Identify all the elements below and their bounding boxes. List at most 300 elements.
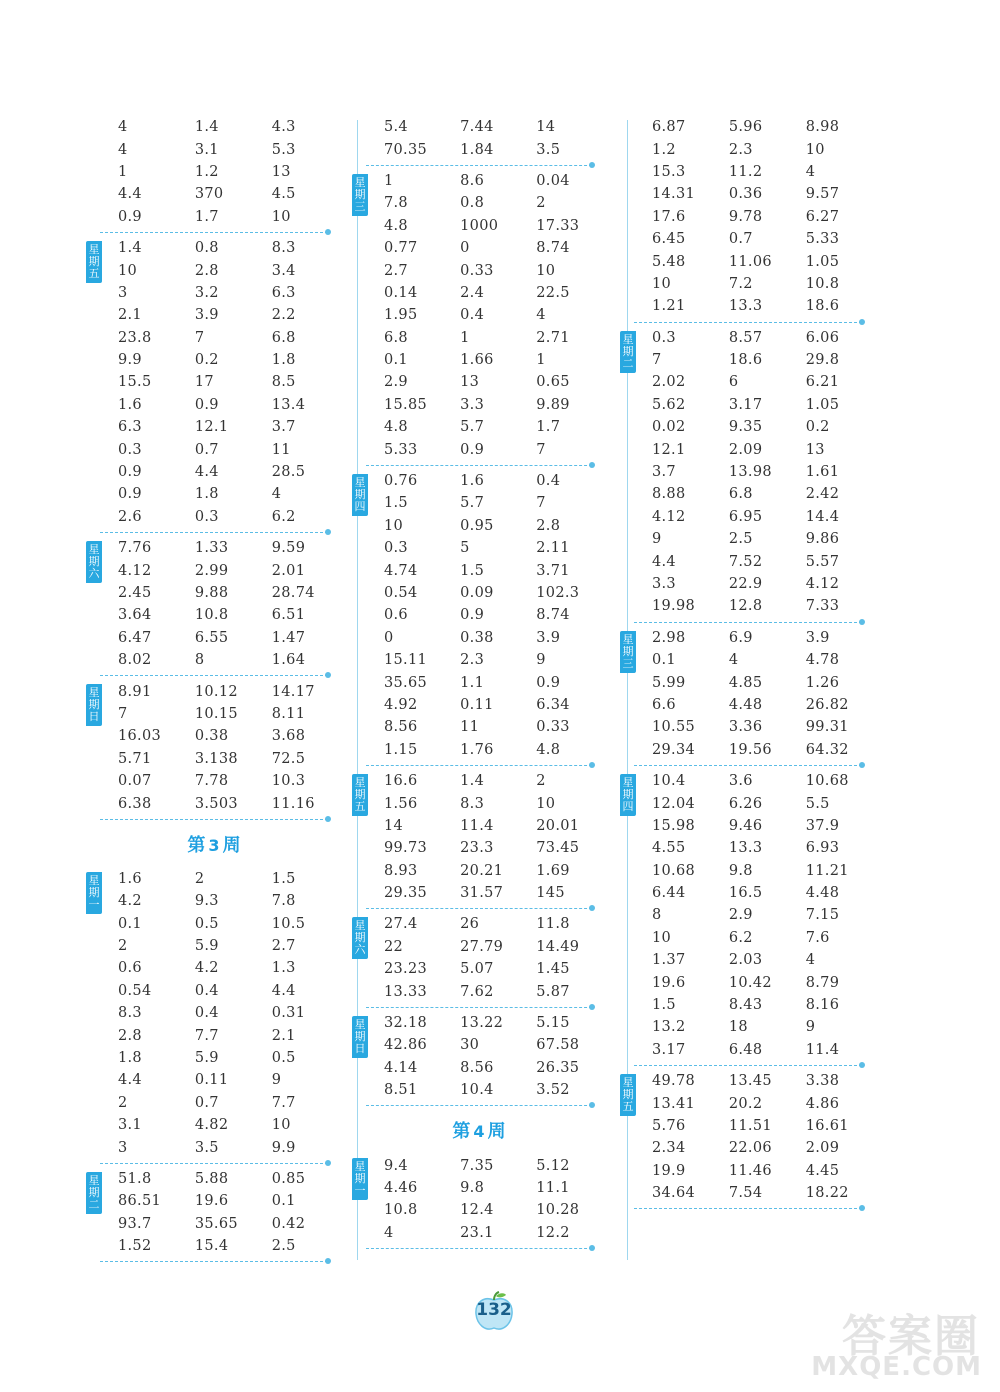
answer-row	[652, 1182, 862, 1204]
answer-value: 6.27	[805, 208, 840, 225]
answer-row	[118, 416, 328, 438]
answer-value: 0.14	[384, 284, 418, 301]
answer-value: 10.68	[652, 862, 696, 879]
answer-value: 15.11	[384, 652, 428, 669]
day-block	[622, 327, 862, 618]
answer-row	[118, 1235, 328, 1257]
answer-value: 4.74	[384, 562, 418, 579]
answer-value: 6.87	[652, 119, 686, 136]
answer-value: 9.59	[271, 540, 306, 557]
answer-value: 35.65	[384, 674, 428, 691]
answer-value: 13.3	[728, 840, 763, 857]
answer-value: 9.3	[194, 893, 219, 910]
answer-value: 13.4	[271, 396, 306, 413]
answer-value: 10.28	[536, 1202, 580, 1219]
day-block	[354, 770, 592, 904]
answer-row	[118, 1002, 328, 1024]
answer-row	[384, 716, 592, 738]
answer-row	[118, 237, 328, 259]
answer-value: 0.9	[536, 674, 561, 691]
answer-value: 6.6	[652, 696, 676, 713]
answer-row	[384, 913, 592, 935]
answer-row	[384, 559, 592, 581]
answer-value: 5.9	[194, 938, 219, 955]
answer-value: 12.4	[460, 1202, 494, 1219]
answer-column-1	[88, 116, 328, 1266]
answer-value: 1.4	[460, 773, 485, 790]
answer-value: 1.52	[118, 1238, 152, 1255]
answer-row	[384, 394, 592, 416]
answer-value: 5.71	[118, 750, 152, 767]
dashed-separator	[366, 765, 592, 766]
answer-value: 5.7	[460, 419, 485, 436]
answer-value: 51.8	[118, 1170, 152, 1187]
answer-value: 4.4	[652, 553, 676, 570]
answer-row	[384, 515, 592, 537]
answer-value: 0.3	[384, 540, 408, 557]
answer-value: 3.138	[194, 750, 238, 767]
answer-row	[384, 492, 592, 514]
answer-value: 3.9	[805, 629, 830, 646]
answer-value: 0.42	[271, 1215, 306, 1232]
answer-value: 15.98	[652, 817, 696, 834]
answer-value: 3.4	[271, 262, 296, 279]
answer-value: 9.8	[460, 1179, 485, 1196]
day-tag: 星期四	[352, 474, 368, 516]
answer-value: 4.82	[194, 1117, 229, 1134]
dashed-separator	[634, 1065, 862, 1066]
answer-value: 10.8	[805, 275, 840, 292]
answer-value: 29.35	[384, 885, 428, 902]
answer-value: 0.6	[118, 960, 142, 977]
answer-row	[118, 116, 328, 138]
answer-value: 1.26	[805, 674, 840, 691]
answer-row	[384, 1222, 592, 1244]
answer-value: 1.7	[536, 419, 561, 436]
answer-value: 9.57	[805, 186, 840, 203]
answer-row	[118, 748, 328, 770]
answer-value: 2.9	[384, 374, 408, 391]
week-number: 4	[473, 1122, 485, 1142]
answer-row	[384, 438, 592, 460]
answer-row	[118, 980, 328, 1002]
answer-value: 9.35	[728, 419, 763, 436]
answer-value: 2	[118, 1094, 128, 1111]
answer-value: 8.43	[728, 997, 763, 1014]
answer-value: 3	[118, 1139, 128, 1156]
day-block	[354, 1154, 592, 1244]
answer-value: 0.9	[118, 208, 142, 225]
day-block	[100, 116, 328, 228]
answer-value: 10.12	[194, 683, 238, 700]
answer-value: 2.02	[652, 374, 686, 391]
answer-value: 6.8	[728, 486, 753, 503]
answer-value: 13.45	[728, 1073, 772, 1090]
answer-value: 16.5	[728, 885, 763, 902]
answer-row	[118, 957, 328, 979]
answer-value: 6.3	[118, 419, 142, 436]
answer-value: 0	[384, 629, 394, 646]
answer-value: 5.88	[194, 1170, 229, 1187]
answer-value: 10.5	[271, 915, 306, 932]
answer-value: 0.8	[194, 240, 219, 257]
answer-value: 3.1	[194, 141, 219, 158]
answer-value: 86.51	[118, 1193, 162, 1210]
answer-row	[118, 1069, 328, 1091]
day-tag: 星期日	[86, 684, 102, 726]
answer-value: 0.9	[118, 486, 142, 503]
answer-row	[118, 1190, 328, 1212]
answer-value: 27.79	[460, 938, 504, 955]
answer-value: 1.76	[460, 741, 494, 758]
answer-value: 6.48	[728, 1041, 763, 1058]
answer-value: 9	[271, 1072, 282, 1089]
answer-value: 1.8	[194, 486, 219, 503]
answer-row	[652, 837, 862, 859]
answer-value: 0.4	[536, 473, 561, 490]
answer-row	[652, 1092, 862, 1114]
answer-row	[384, 537, 592, 559]
answer-row	[652, 528, 862, 550]
dashed-separator	[100, 819, 328, 820]
answer-value: 4.12	[118, 562, 152, 579]
answer-value: 8.57	[728, 329, 763, 346]
answer-value: 7.54	[728, 1185, 763, 1202]
answer-value: 8.98	[805, 119, 840, 136]
answer-row	[384, 349, 592, 371]
answer-value: 0.7	[194, 441, 219, 458]
answer-row	[384, 192, 592, 214]
answer-row	[652, 550, 862, 572]
day-block	[354, 170, 592, 461]
answer-value: 4.4	[118, 1072, 142, 1089]
answer-value: 0.3	[194, 508, 219, 525]
answer-value: 35.65	[194, 1215, 238, 1232]
answer-value: 5.7	[460, 495, 485, 512]
answer-row	[652, 438, 862, 460]
answer-value: 73.45	[536, 840, 580, 857]
answer-value: 6.45	[652, 231, 686, 248]
answer-row	[384, 138, 592, 160]
answer-value: 4	[728, 652, 739, 669]
answer-row	[384, 327, 592, 349]
answer-value: 23.1	[460, 1224, 494, 1241]
answer-value: 8.5	[271, 374, 296, 391]
answer-value: 22.06	[728, 1140, 772, 1157]
watermark-url: MXQE.COM	[811, 1352, 982, 1382]
answer-value: 20.01	[536, 817, 580, 834]
answer-row	[652, 394, 862, 416]
answer-value: 2.5	[728, 531, 753, 548]
answer-row	[652, 1016, 862, 1038]
answer-value: 5.99	[652, 674, 686, 691]
answer-value: 14.4	[805, 508, 840, 525]
answer-value: 0.9	[194, 396, 219, 413]
day-tag: 星期六	[352, 917, 368, 959]
answer-row	[118, 890, 328, 912]
answer-value: 3.9	[194, 307, 219, 324]
answer-value: 8.88	[652, 486, 686, 503]
answer-row	[652, 716, 862, 738]
answer-value: 9.78	[728, 208, 763, 225]
answer-value: 5.33	[805, 231, 840, 248]
answer-value: 13.3	[728, 298, 763, 315]
answer-value: 2	[194, 870, 205, 887]
answer-value: 10.68	[805, 773, 849, 790]
answer-value: 9	[536, 652, 546, 669]
answer-value: 7.8	[271, 893, 296, 910]
answer-value: 8.93	[384, 862, 418, 879]
answer-row	[384, 1154, 592, 1176]
answer-row	[384, 837, 592, 859]
answer-value: 0.4	[194, 982, 219, 999]
week-title	[100, 824, 328, 868]
answer-value: 1.7	[194, 208, 219, 225]
answer-value: 5.15	[536, 1015, 570, 1032]
answer-row	[118, 183, 328, 205]
answer-value: 2	[536, 773, 546, 790]
answer-value: 42.86	[384, 1037, 428, 1054]
answer-value: 14	[384, 817, 404, 834]
answer-value: 10.8	[194, 607, 229, 624]
answer-value: 19.6	[652, 974, 686, 991]
answer-value: 2.09	[728, 441, 763, 458]
answer-value: 64.32	[805, 741, 849, 758]
answer-value: 19.98	[652, 598, 696, 615]
answer-row	[652, 573, 862, 595]
answer-value: 1.3	[271, 960, 296, 977]
answer-row	[118, 506, 328, 528]
answer-row	[652, 949, 862, 971]
answer-value: 3.5	[194, 1139, 219, 1156]
answer-value: 7.6	[805, 929, 830, 946]
answer-value: 3.9	[536, 629, 561, 646]
answer-value: 3.3	[652, 576, 676, 592]
answer-row	[118, 327, 328, 349]
answer-row	[384, 792, 592, 814]
answer-value: 4.2	[118, 893, 142, 910]
week-title-suffix: 周	[222, 834, 241, 856]
answer-value: 1000	[460, 217, 499, 234]
answer-value: 0	[460, 240, 470, 257]
answer-value: 0.07	[118, 773, 152, 790]
answer-value: 11.1	[536, 1179, 570, 1196]
answer-value: 5.12	[536, 1157, 570, 1174]
answer-row	[384, 815, 592, 837]
answer-row	[118, 206, 328, 228]
answer-value: 4	[118, 119, 128, 136]
answer-row	[384, 1079, 592, 1101]
answer-value: 9.46	[728, 817, 763, 834]
answer-value: 26.35	[536, 1059, 580, 1076]
answer-value: 6.44	[652, 885, 686, 902]
answer-value: 12.04	[652, 795, 696, 812]
answer-column-2	[354, 116, 592, 1253]
dashed-separator	[100, 232, 328, 233]
answer-value: 12.8	[728, 598, 763, 615]
answer-row	[652, 161, 862, 183]
answer-value: 7.8	[384, 195, 408, 212]
answer-row	[652, 627, 862, 649]
answer-value: 2.34	[652, 1140, 686, 1157]
answer-value: 7	[536, 441, 546, 458]
answer-row	[384, 882, 592, 904]
answer-row	[384, 170, 592, 192]
answer-value: 11.2	[728, 163, 763, 180]
answer-value: 5.07	[460, 961, 494, 978]
answer-row	[384, 936, 592, 958]
answer-value: 4	[118, 141, 128, 158]
answer-row	[118, 1168, 328, 1190]
answer-value: 1	[118, 163, 128, 180]
answer-value: 1.4	[194, 119, 219, 136]
answer-value: 28.74	[271, 585, 315, 601]
answer-value: 6.2	[728, 929, 753, 946]
answer-value: 0.1	[384, 352, 408, 369]
answer-value: 99.73	[384, 840, 428, 857]
answer-value: 1.05	[805, 396, 840, 413]
answer-value: 26.82	[805, 696, 849, 713]
answer-value: 2.09	[805, 1140, 840, 1157]
answer-row	[384, 958, 592, 980]
answer-row	[384, 694, 592, 716]
answer-value: 7.62	[460, 983, 494, 1000]
answer-value: 4.4	[271, 982, 296, 999]
answer-value: 8.79	[805, 974, 840, 991]
dashed-separator	[366, 908, 592, 909]
answer-value: 19.56	[728, 741, 772, 758]
answer-row	[384, 416, 592, 438]
answer-value: 16.6	[384, 773, 418, 790]
answer-value: 30	[460, 1037, 480, 1054]
answer-value: 10	[118, 262, 138, 279]
answer-value: 10	[271, 208, 291, 225]
answer-row	[118, 703, 328, 725]
answer-value: 4.45	[805, 1162, 840, 1179]
answer-row	[652, 770, 862, 792]
answer-row	[118, 1047, 328, 1069]
answer-value: 7.2	[728, 275, 753, 292]
answer-value: 4.2	[194, 960, 219, 977]
answer-row	[384, 649, 592, 671]
answer-value: 0.85	[271, 1170, 306, 1187]
answer-value: 0.3	[118, 441, 142, 458]
answer-row	[384, 470, 592, 492]
answer-row	[652, 1039, 862, 1061]
answer-value: 9	[805, 1019, 816, 1036]
watermark-logo: 答案圈	[842, 1311, 980, 1362]
answer-value: 3.7	[271, 419, 296, 436]
answer-row	[118, 304, 328, 326]
answer-value: 1.2	[652, 141, 676, 158]
answer-value: 34.64	[652, 1185, 696, 1202]
answer-value: 11.21	[805, 862, 849, 879]
answer-value: 9.88	[194, 585, 229, 601]
day-block	[88, 680, 328, 814]
answer-value: 1.6	[118, 870, 142, 887]
answer-value: 4.78	[805, 652, 840, 669]
answer-row	[118, 770, 328, 792]
answer-value: 67.58	[536, 1037, 580, 1054]
answer-value: 4	[805, 952, 816, 969]
week-title	[366, 1110, 592, 1154]
answer-value: 0.36	[728, 186, 763, 203]
answer-value: 2.8	[536, 517, 561, 534]
answer-value: 15.5	[118, 374, 152, 391]
day-tag: 星期三	[352, 174, 368, 216]
answer-row	[652, 671, 862, 693]
answer-value: 9.9	[271, 1139, 296, 1156]
dashed-separator	[366, 1105, 592, 1106]
day-tag: 星期五	[352, 774, 368, 816]
answer-value: 6.9	[728, 629, 753, 646]
answer-row	[652, 183, 862, 205]
day-tag: 星期五	[620, 1074, 636, 1116]
answer-row	[118, 371, 328, 393]
answer-row	[384, 604, 592, 626]
answer-value: 8.02	[118, 652, 152, 669]
answer-value: 0.5	[271, 1050, 296, 1067]
answer-value: 31.57	[460, 885, 504, 902]
answer-column-3	[622, 116, 862, 1213]
answer-value: 3.17	[652, 1041, 686, 1058]
dashed-separator	[100, 1261, 328, 1262]
answer-value: 7	[118, 705, 128, 722]
answer-value: 23.3	[460, 840, 494, 857]
answer-value: 3.36	[728, 719, 763, 736]
answer-value: 1.61	[805, 464, 840, 481]
answer-value: 16.61	[805, 1117, 849, 1134]
dashed-separator	[366, 1248, 592, 1249]
answer-row	[384, 304, 592, 326]
answer-row	[652, 971, 862, 993]
answer-row	[118, 461, 328, 483]
answer-value: 1.5	[652, 997, 676, 1014]
answer-value: 370	[194, 186, 224, 203]
answer-value: 0.09	[460, 585, 494, 601]
week-title-suffix: 周	[487, 1121, 506, 1143]
answer-value: 9.4	[384, 1157, 408, 1174]
answer-value: 0.95	[460, 517, 494, 534]
answer-value: 3.6	[728, 773, 753, 790]
answer-value: 4.8	[384, 419, 408, 436]
answer-row	[384, 980, 592, 1002]
answer-value: 2.45	[118, 585, 152, 601]
answer-value: 5.62	[652, 396, 686, 413]
answer-value: 0.11	[460, 696, 494, 713]
answer-value: 1.64	[271, 652, 306, 669]
answer-value: 6.55	[194, 629, 229, 646]
answer-value: 0.76	[384, 473, 418, 490]
answer-value: 5	[460, 540, 470, 557]
answer-value: 14.31	[652, 186, 696, 203]
answer-row	[118, 438, 328, 460]
answer-row	[652, 295, 862, 317]
answer-row	[652, 483, 862, 505]
answer-row	[652, 739, 862, 761]
day-tag: 星期五	[86, 241, 102, 283]
answer-value: 0.2	[194, 352, 219, 369]
answer-value: 18.22	[805, 1185, 849, 1202]
answer-value: 1	[384, 172, 394, 189]
answer-value: 4.92	[384, 696, 418, 713]
answer-row	[118, 627, 328, 649]
week-title-prefix: 第	[187, 834, 206, 856]
answer-value: 8.56	[384, 719, 418, 736]
answer-value: 3.5	[536, 141, 561, 158]
answer-value: 6.38	[118, 795, 152, 812]
answer-row	[118, 138, 328, 160]
